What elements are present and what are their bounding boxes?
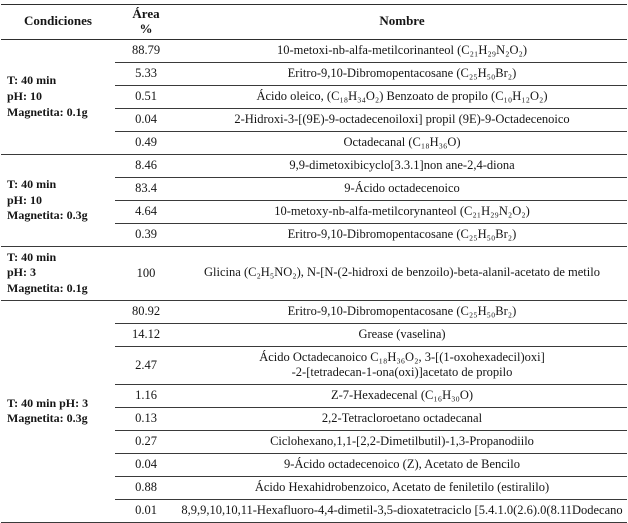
condiciones-group-cell: T: 40 min pH: 3 Magnetita: 0.1g: [1, 246, 115, 300]
area-cell: 80.92: [115, 300, 177, 323]
table-row: [1, 246, 627, 300]
nombre-cell: Z-7-Hexadecenal (C₁₆H₃₀O): [177, 384, 627, 407]
nombre-cell: Glicina (C₂H₅NO₂), N-[N-(2-hidroxi de benzoilo)-beta-alanil-acetato de metilo: [177, 246, 627, 300]
nombre-cell: 8,9,9,10,10,11-Hexafluoro-4,4-dimetil-3,5-dioxatetraciclo [5.4.1.0(2.6).0(8.11Dodecano: [177, 499, 627, 522]
nombre-cell: Ácido Hexahidrobenzoico, Acetato de feniletilo (estiralilo): [177, 476, 627, 499]
nombre-cell: 9-Ácido octadecenoico: [177, 177, 627, 200]
area-cell: 0.13: [115, 407, 177, 430]
table-row: [1, 39, 627, 62]
nombre-cell: Eritro-9,10-Dibromopentacosane (C₂₅H₅₀Br₂): [177, 62, 627, 85]
condiciones-group-cell: T: 40 min pH: 10 Magnetita: 0.1g: [1, 39, 115, 154]
area-cell: 0.01: [115, 499, 177, 522]
area-cell: 0.04: [115, 108, 177, 131]
area-cell: 5.33: [115, 62, 177, 85]
area-cell: 8.46: [115, 154, 177, 177]
header-condiciones: Condiciones: [1, 5, 115, 40]
area-cell: 0.04: [115, 453, 177, 476]
nombre-cell: Grease (vaselina): [177, 323, 627, 346]
header-area: Área %: [115, 5, 177, 40]
area-cell: 14.12: [115, 323, 177, 346]
results-table: [1, 4, 627, 523]
area-cell: 1.16: [115, 384, 177, 407]
nombre-cell: Eritro-9,10-Dibromopentacosane (C₂₅H₅₀Br₂): [177, 300, 627, 323]
nombre-cell: 9,9-dimetoxibicyclo[3.3.1]non ane-2,4-diona: [177, 154, 627, 177]
table-row: [1, 154, 627, 177]
area-cell: 100: [115, 246, 177, 300]
area-cell: 0.39: [115, 223, 177, 246]
nombre-cell: 9-Ácido octadecenoico (Z), Acetato de Bencilo: [177, 453, 627, 476]
area-cell: 0.88: [115, 476, 177, 499]
condiciones-group-cell: T: 40 min pH: 3 Magnetita: 0.3g: [1, 300, 115, 522]
nombre-cell: 2-Hidroxi-3-[(9E)-9-octadecenoiloxi] propil (9E)-9-Octadecenoico: [177, 108, 627, 131]
table-row: [1, 300, 627, 323]
area-cell: 83.4: [115, 177, 177, 200]
nombre-cell: 10-metoxi-nb-alfa-metilcorinanteol (C₂₁H₂₉N₂O₂): [177, 39, 627, 62]
area-cell: 0.51: [115, 85, 177, 108]
area-cell: 0.49: [115, 131, 177, 154]
nombre-cell: Ácido oleico, (C₁₈H₃₄O₂) Benzoato de propilo (C₁₀H₁₂O₂): [177, 85, 627, 108]
header-nombre: Nombre: [177, 5, 627, 40]
nombre-cell: Ácido Octadecanoico C₁₈H₃₆O₂, 3-[(1-oxohexadecil)oxi] -2-[tetradecan-1-ona(oxi)]acetato de propilo: [177, 346, 627, 384]
nombre-cell: 10-metoxy-nb-alfa-metilcorynanteol (C₂₁H₂₉N₂O₂): [177, 200, 627, 223]
nombre-cell: Eritro-9,10-Dibromopentacosane (C₂₅H₅₀Br₂): [177, 223, 627, 246]
nombre-cell: Ciclohexano,1,1-[2,2-Dimetilbutil)-1,3-Propanodiilo: [177, 430, 627, 453]
area-cell: 0.27: [115, 430, 177, 453]
area-cell: 88.79: [115, 39, 177, 62]
header-row: [1, 5, 627, 40]
area-cell: 4.64: [115, 200, 177, 223]
nombre-cell: Octadecanal (C₁₈H₃₆O): [177, 131, 627, 154]
condiciones-group-cell: T: 40 min pH: 10 Magnetita: 0.3g: [1, 154, 115, 246]
area-cell: 2.47: [115, 346, 177, 384]
nombre-cell: 2,2-Tetracloroetano octadecanal: [177, 407, 627, 430]
